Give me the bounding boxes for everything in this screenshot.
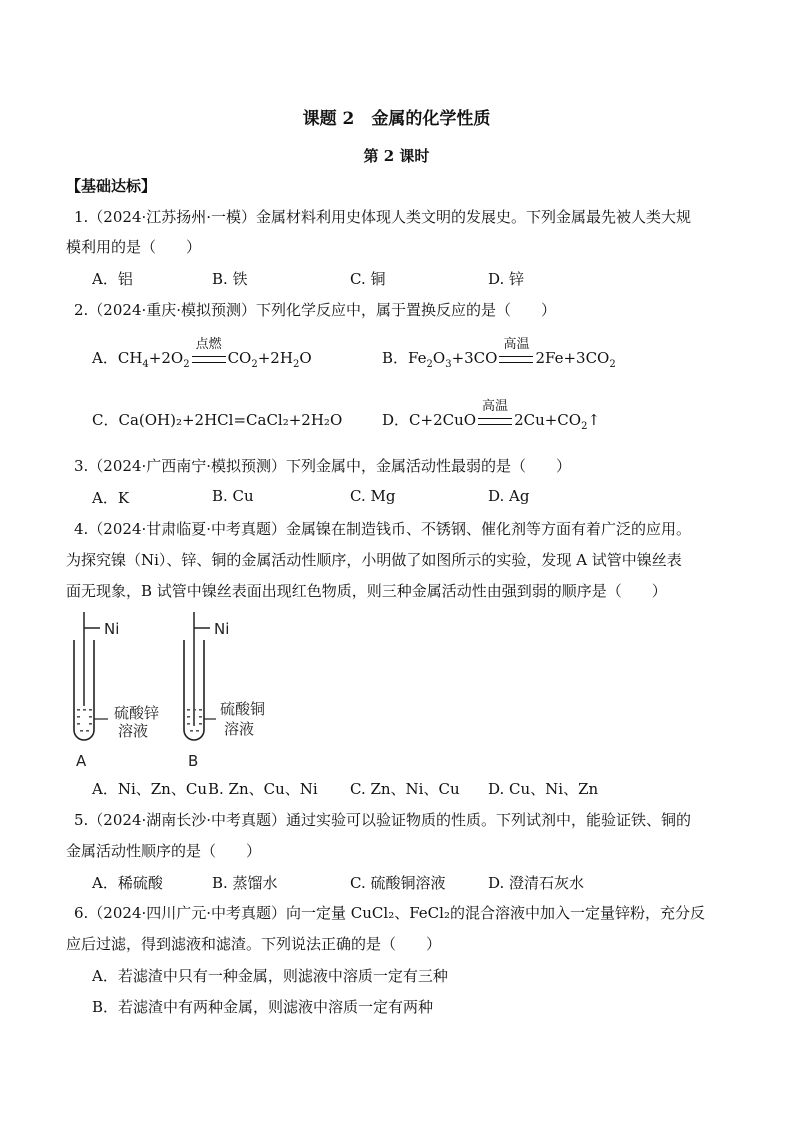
q5-option-b: B. 蒸馏水 (212, 874, 278, 892)
q4-option-d: D. Cu、Ni、Zn (488, 780, 599, 798)
q1-stem-line2: 模利用的是（ ） (66, 238, 202, 256)
condition-label: 点燃 (195, 337, 222, 352)
q4-stem-line3: 面无现象，B 试管中镍丝表面出现红色物质，则三种金属活动性由强到弱的顺序是（ ） (66, 582, 667, 600)
q2-option-d-label: D． (382, 411, 410, 429)
tube-b-wire-label: Ni (214, 620, 230, 638)
q4-option-b: B. Zn、Cu、Ni (208, 780, 318, 798)
q2-stem: 2.（2024·重庆·模拟预测）下列化学反应中，属于置换反应的是（ ） (74, 301, 557, 319)
q2-option-c: C．Ca(OH)₂+2HCl=CaCl₂+2H₂O (92, 411, 343, 429)
tube-a-label: A (76, 752, 87, 770)
condition-label: 高温 (503, 337, 530, 352)
tube-b-solution-label-1: 硫酸铜 (220, 700, 266, 718)
tube-b-solution-label-2: 溶液 (224, 720, 255, 738)
q2-option-b: B．$Fe_2O_3+3CO$ 高温 $2Fe+3CO_2$ (382, 347, 616, 370)
q4-option-a: A．Ni、Zn、Cu (92, 780, 207, 798)
reaction-condition (190, 337, 228, 367)
q3-option-c: C. Mg (350, 487, 396, 505)
q3-option-b: B. Cu (212, 487, 254, 505)
q5-option-a: A．稀硫酸 (92, 874, 163, 892)
reaction-condition (497, 337, 535, 367)
q4-stem-line1: 4.（2024·甘肃临夏·中考真题）金属镍在制造钱币、不锈钢、催化剂等方面有着广泛的应用。 (74, 520, 692, 538)
tube-a-wire-label: Ni (104, 620, 120, 638)
q1-stem-line1: 1.（2024·江苏扬州·一模）金属材料利用史体现人类文明的发展史。下列金属最先被人类大规 (74, 208, 692, 226)
q5-option-d: D. 澄清石灰水 (488, 874, 585, 892)
equals-sign (192, 356, 226, 363)
section-heading: 【基础达标】 (66, 177, 157, 195)
q3-stem: 3.（2024·广西南宁·模拟预测）下列金属中，金属活动性最弱的是（ ） (74, 457, 572, 475)
q1-option-d: D. 锌 (488, 270, 525, 288)
equals-sign (478, 418, 512, 425)
equals-sign (499, 356, 533, 363)
tube-a-solution-label-2: 溶液 (118, 722, 149, 740)
q3-option-d: D. Ag (488, 487, 530, 505)
q1-option-b: B. 铁 (212, 270, 248, 288)
q4-option-c: C. Zn、Ni、Cu (350, 780, 460, 798)
test-tube-a (74, 612, 159, 770)
q5-stem-line1: 5.（2024·湖南长沙·中考真题）通过实验可以验证物质的性质。下列试剂中，能验证铁、铜的 (74, 811, 692, 829)
tube-b-label: B (188, 752, 199, 770)
q5-stem-line2: 金属活动性顺序的是（ ） (66, 842, 262, 860)
q6-stem-line2: 应后过滤，得到滤液和滤渣。下列说法正确的是（ ） (66, 935, 442, 953)
q2-option-d: D．C+2CuO 高温 $2Cu+CO_2↑$ (382, 409, 600, 432)
q4-stem-line2: 为探究镍（Ni）、锌、铜的金属活动性顺序，小明做了如图所示的实验，发现 A 试管中镍丝表 (66, 551, 682, 569)
q6-option-b: B．若滤渣中有两种金属，则滤液中溶质一定有两种 (92, 998, 434, 1016)
page-title: 课题 2 金属的化学性质 (302, 109, 491, 129)
q1-option-c: C. 铜 (350, 270, 386, 288)
q6-option-a: A．若滤渣中只有一种金属，则滤液中溶质一定有三种 (92, 967, 448, 985)
q6-stem-line1: 6.（2024·四川广元·中考真题）向一定量 CuCl₂、FeCl₂的混合溶液中加入一定量锌粉，充分反 (74, 904, 705, 922)
q3-option-a: A．K (92, 489, 130, 507)
condition-label: 高温 (482, 399, 509, 414)
q2-option-b-label: B． (382, 349, 409, 367)
q5-option-c: C. 硫酸铜溶液 (350, 874, 446, 892)
tube-a-solution-label-1: 硫酸锌 (114, 704, 160, 722)
reaction-condition (476, 399, 514, 429)
q2-option-a-label: A． (92, 349, 118, 367)
test-tube-figure (66, 610, 286, 770)
q2-option-a: A．$CH_4+2O_2$ 点燃 $CO_2+2H_2O$ (92, 347, 312, 370)
page-subtitle: 第 2 课时 (363, 147, 430, 165)
q1-option-a: A．铝 (92, 270, 133, 288)
test-tube-b (184, 612, 265, 770)
